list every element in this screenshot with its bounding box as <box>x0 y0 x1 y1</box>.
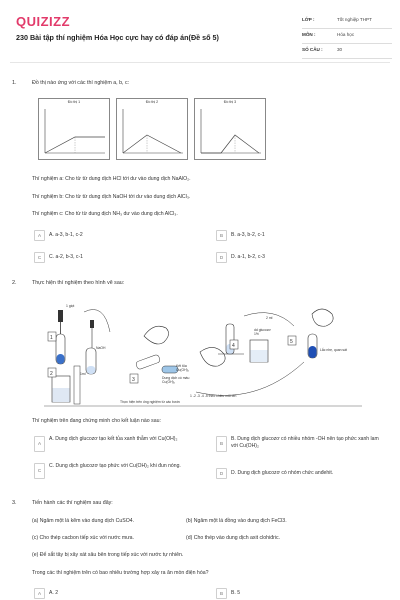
item-c: (c) Cho thép cacbon tiếp xúc với nước mưa. <box>32 535 134 541</box>
option-text: C. Dung dịch glucozơ tạo phức với Cu(OH)₂ khi đun nóng. <box>49 463 181 469</box>
option-text: B. 5 <box>231 589 241 596</box>
option-letter: B <box>216 588 227 599</box>
graph-3-plot <box>195 99 265 159</box>
question-prompt: Thí nghiệm trên đang chứng minh cho kết luận nào sau: <box>32 418 161 424</box>
graph-3 <box>194 98 266 160</box>
question-number: 3. <box>12 500 17 506</box>
page-title: 230 Bài tập thí nghiệm Hóa Học cực hay có đáp án(Đề số 5) <box>16 33 219 42</box>
graph-2-plot <box>117 99 187 159</box>
meta-key: LỚP : <box>302 17 315 22</box>
meta-value: Tốt nghiệp THPT <box>337 17 372 22</box>
caption-drop: 1 giọt <box>66 304 75 308</box>
option-text: A. 2 <box>49 589 59 596</box>
graph-1 <box>38 98 110 160</box>
caption-steps: 1 -2 -3 -4 -5 theo chiều mũi tên <box>190 394 237 398</box>
header <box>0 0 400 62</box>
svg-text:1: 1 <box>50 335 53 341</box>
experiment-a: Thí nghiệm a: Cho từ từ dung dịch HCl tới dư vào dung dịch NaAlO₂. <box>32 176 191 182</box>
option-letter: C <box>34 252 45 263</box>
option-letter: C <box>34 463 45 479</box>
item-a: (a) Ngâm một lá kẽm vào dung dịch CuSO4. <box>32 518 135 524</box>
item-e: (e) Để sắt tây bị xây xát sâu bên trong tiếp xúc với nước tự nhiên. <box>32 552 184 558</box>
meta-row-class <box>302 14 392 29</box>
caption-solution: Dung dịch có màu Cu(OH)₂ <box>162 376 190 384</box>
graph-2 <box>116 98 188 160</box>
svg-text:4: 4 <box>232 343 235 349</box>
graph-group <box>38 98 264 160</box>
option-letter: A <box>34 436 45 452</box>
meta-key: SỐ CÂU : <box>302 47 323 52</box>
option-letter: B <box>216 230 227 241</box>
caption-glucose: dd glucozơ 1% <box>254 328 271 336</box>
caption-1ml: 1ml <box>80 372 86 376</box>
option-text: D. a-1, b-2, c-3 <box>231 253 265 260</box>
option-text: A. Dung dịch glucozơ tạo kết tủa xanh thẫm với Cu(OH)₂ <box>49 436 178 442</box>
caption-cuoh: Kết tủa Cu(OH)₂ <box>176 364 189 372</box>
svg-text:2: 2 <box>50 371 53 377</box>
option-letter: B <box>216 436 227 452</box>
caption-2ml: 2 ml <box>266 316 273 320</box>
meta-key: MÔN : <box>302 32 316 37</box>
option-letter: A <box>34 230 45 241</box>
question-text: Đồ thị nào ứng với các thí nghiệm a, b, c: <box>32 80 130 86</box>
graph-label: Đồ thị 1 <box>67 100 81 104</box>
item-d: (d) Cho thép vào dung dịch axit clohiđric. <box>186 535 281 541</box>
meta-table <box>302 14 392 59</box>
option-letter: D <box>216 252 227 263</box>
apparatus-figure <box>44 296 362 412</box>
header-divider <box>10 62 390 63</box>
question-number: 2. <box>12 280 17 286</box>
svg-text:5: 5 <box>290 339 293 345</box>
question-number: 1. <box>12 80 17 86</box>
question-text: Tiến hành các thí nghiệm sau đây: <box>32 500 113 506</box>
graph-label: Đồ thị 2 <box>145 100 159 104</box>
item-b: (b) Ngâm một lá đồng vào dung dịch FeCl3. <box>186 518 287 524</box>
caption-naoh: NaOH <box>96 346 106 350</box>
question-prompt: Trong các thí nghiệm trên có bao nhiêu trường hợp xảy ra ăn mòn điện hóa? <box>32 570 209 576</box>
option-text: C. a-2, b-3, c-1 <box>49 253 83 260</box>
svg-text:3: 3 <box>132 377 135 383</box>
caption-bottom: Thực hiện trên ống nghiệm từ các bước <box>120 400 181 404</box>
quizizz-logo: QUIZIZZ <box>16 14 71 29</box>
option-letter: D <box>216 468 227 479</box>
meta-value: Hóa học <box>337 32 355 37</box>
experiment-c: Thí nghiệm c: Cho từ từ dung dịch NH₃ dư vào dung dịch AlCl₃. <box>32 211 178 217</box>
caption-shake: Lắc nhẹ, quan sát <box>320 348 347 352</box>
meta-row-count <box>302 44 392 59</box>
graph-1-plot <box>39 99 109 159</box>
option-text: B. a-3, b-2, c-1 <box>231 231 265 238</box>
option-letter: A <box>34 588 45 599</box>
experiment-b: Thí nghiệm b: Cho từ từ dung dịch NaOH tới dư vào dung dịch AlCl₃. <box>32 194 191 200</box>
option-text: D. Dung dịch glucozơ có nhóm chức anđehit. <box>231 469 334 476</box>
option-text: B. Dung dịch glucozơ có nhiều nhóm -OH nên tạo phức xanh lam với Cu(OH)₂ <box>231 436 379 449</box>
graph-label: Đồ thị 3 <box>223 100 237 104</box>
meta-value: 30 <box>337 47 343 52</box>
option-text: A. a-3, b-1, c-2 <box>49 231 83 238</box>
meta-row-subject <box>302 29 392 44</box>
question-text: Thực hiện thí nghiệm theo hình vẽ sau: <box>32 280 125 286</box>
